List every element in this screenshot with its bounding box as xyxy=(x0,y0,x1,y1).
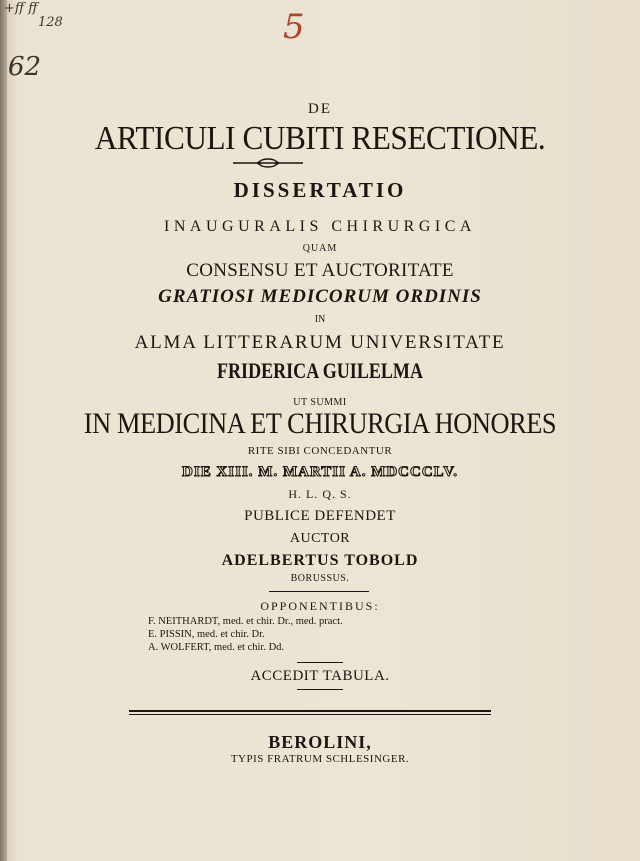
double-rule-top xyxy=(129,710,491,712)
short-rule xyxy=(269,591,369,592)
borussus-line: BORUSSUS. xyxy=(290,573,350,584)
short-rule xyxy=(297,662,343,663)
double-rule-bottom xyxy=(129,714,491,715)
dissertatio-heading: DISSERTATIO xyxy=(233,178,407,202)
author-name: ADELBERTUS TOBOLD xyxy=(221,552,419,569)
inauguralis-line: INAUGURALIS CHIRURGICA xyxy=(164,218,476,235)
hlqs-line: H. L. Q. S. xyxy=(288,487,352,501)
short-rule xyxy=(297,689,343,690)
publice-line: PUBLICE DEFENDET xyxy=(244,508,396,524)
alma-line: ALMA LITTERARUM UNIVERSITATE xyxy=(134,332,506,353)
title-de: DE xyxy=(308,101,332,117)
red-pencil-number: 5 xyxy=(283,7,305,47)
handwritten-note-3: 62 xyxy=(8,52,42,82)
opponent-name: A. WOLFERT, med. et chir. Dd. xyxy=(148,642,285,653)
opponent-name: F. NEITHARDT, med. et chir. Dr., med. pract. xyxy=(148,616,343,627)
opponent-name: E. PISSIN, med. et chir. Dr. xyxy=(148,629,265,640)
gratiosi-line: GRATIOSI MEDICORUM ORDINIS xyxy=(158,286,482,307)
ornament-divider xyxy=(233,157,303,169)
in-medicina-line: IN MEDICINA ET CHIRURGIA HONORES xyxy=(83,407,557,440)
handwritten-note-2: 128 xyxy=(38,15,63,30)
imprint-printer: TYPIS FRATRUM SCHLESINGER. xyxy=(230,753,410,765)
imprint-city: BEROLINI, xyxy=(268,732,372,752)
date-line: DIE XIII. M. MARTII A. MDCCCLV. xyxy=(182,464,458,480)
rite-line: RITE SIBI CONCEDANTUR xyxy=(247,445,393,457)
ut-summi-line: UT SUMMI xyxy=(293,397,347,408)
book-spine-edge xyxy=(0,0,7,861)
handwritten-note-1: +ff ff xyxy=(4,1,38,16)
page-title: ARTICULI CUBITI RESECTIONE. xyxy=(94,120,546,157)
consensu-line: CONSENSU ET AUCTORITATE xyxy=(186,260,454,281)
in-line: IN xyxy=(314,314,326,325)
auctor-line: AUCTOR xyxy=(289,531,351,546)
opponents-heading: OPPONENTIBUS: xyxy=(260,599,380,613)
accedit-line: ACCEDIT TABULA. xyxy=(250,668,390,684)
friderica-line: FRIDERICA GUILELMA xyxy=(217,358,423,383)
quam-line: QUAM xyxy=(302,243,338,254)
